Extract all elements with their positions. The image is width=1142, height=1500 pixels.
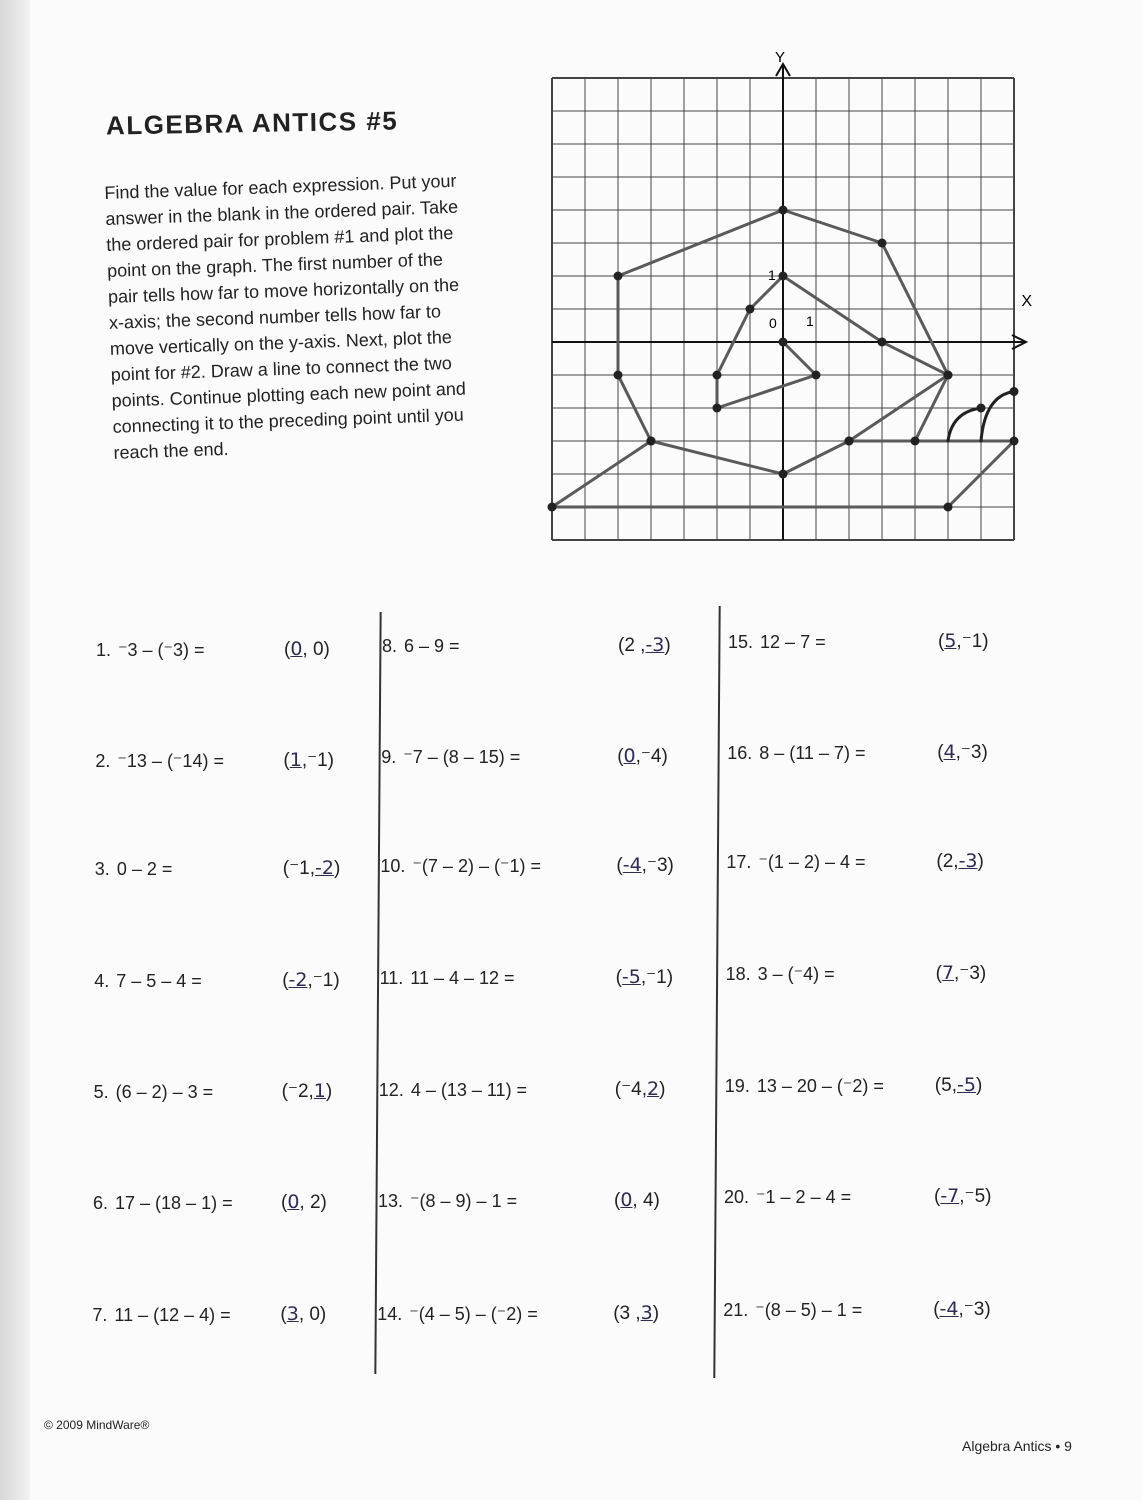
answer-pair — [283, 749, 334, 772]
problem-number: 19. — [724, 1076, 750, 1096]
handwritten-answer: 0 — [620, 1189, 633, 1211]
pair-suffix: ) — [975, 1075, 983, 1096]
pair-suffix: , 0) — [302, 639, 330, 660]
expression-text: 4 – (13 – 11) = — [410, 1080, 528, 1100]
handwritten-answer: 3 — [640, 1302, 653, 1324]
problem-expression — [725, 1076, 884, 1097]
pair-suffix: , 2) — [299, 1191, 327, 1213]
pair-prefix: (5, — [934, 1075, 957, 1096]
pair-prefix: (⁻1, — [282, 858, 315, 879]
answer-pair — [936, 962, 987, 985]
problem-number: 12. — [378, 1080, 404, 1100]
expression-text: ⁻(8 – 9) – 1 = — [410, 1191, 518, 1211]
problem-expression — [377, 1304, 538, 1325]
answer-pair — [281, 1191, 327, 1214]
expression-text: ⁻(7 – 2) – (⁻1) = — [412, 856, 541, 876]
answer-pair — [933, 1298, 990, 1321]
expression-text: 11 – (12 – 4) = — [114, 1305, 231, 1325]
answer-pair — [936, 850, 983, 873]
expression-text: 6 – 9 = — [404, 636, 460, 656]
problem-number: 21. — [723, 1300, 749, 1320]
problem-expression — [382, 636, 460, 657]
handwritten-answer: -2 — [315, 857, 334, 879]
handwritten-answer: -2 — [288, 968, 308, 991]
handwritten-answer: -7 — [940, 1185, 960, 1207]
problem-expression — [727, 743, 865, 764]
expression-text: 3 – (⁻4) = — [757, 964, 835, 984]
problem-expression — [96, 640, 205, 661]
answer-pair — [938, 630, 989, 653]
pair-suffix: ,⁻3) — [954, 963, 987, 984]
pair-prefix: ( — [938, 631, 945, 652]
answer-pair — [282, 969, 339, 992]
expression-text: 0 – 2 = — [116, 859, 173, 879]
handwritten-answer: 1 — [313, 1080, 326, 1102]
answer-pair — [615, 1078, 666, 1101]
pair-prefix: (⁻4, — [614, 1079, 647, 1100]
handwritten-answer: 5 — [944, 630, 957, 652]
problem-expression — [724, 1187, 851, 1208]
y-unit-label: 1 — [768, 267, 776, 283]
handwritten-answer: -4 — [622, 854, 642, 876]
problem-expression — [95, 751, 224, 772]
handwritten-answer: 7 — [941, 962, 955, 984]
answer-pair — [283, 857, 340, 880]
expression-text: (6 – 2) – 3 = — [115, 1082, 214, 1102]
pair-suffix: ,⁻1) — [640, 967, 674, 988]
expression-text: 11 – 4 – 12 = — [410, 968, 515, 988]
expression-text: 13 – 20 – (⁻2) = — [756, 1076, 884, 1096]
answer-pair — [284, 638, 330, 661]
pair-suffix: , 4) — [632, 1190, 660, 1211]
origin-label: 0 — [769, 315, 777, 331]
problem-number: 10. — [380, 856, 406, 876]
problem-expression — [380, 968, 515, 989]
pair-suffix: ,⁻5) — [959, 1186, 992, 1207]
pair-suffix: ,⁻1) — [301, 749, 335, 771]
expression-text: 7 – 5 – 4 = — [116, 970, 202, 991]
pair-prefix: ( — [935, 963, 942, 984]
problem-number: 17. — [726, 852, 752, 872]
pair-prefix: ( — [614, 1190, 621, 1211]
pair-prefix: ( — [933, 1299, 940, 1320]
pair-suffix: , 0) — [298, 1304, 327, 1325]
pair-prefix: ( — [284, 639, 291, 660]
problem-number: 2. — [95, 750, 111, 771]
problem-expression — [726, 852, 865, 873]
answer-pair — [616, 966, 673, 989]
expression-text: ⁻13 – (⁻14) = — [117, 750, 224, 771]
pair-prefix: (3 , — [613, 1303, 641, 1324]
pair-suffix: ,⁻1) — [956, 631, 989, 652]
pair-suffix: ) — [659, 1079, 666, 1100]
expression-text: ⁻(1 – 2) – 4 = — [758, 852, 866, 872]
pair-prefix: (2 , — [618, 635, 646, 656]
instructions: Find the value for each expression. Put your answer in the blank in the ordered pair. Take the ordered pair for problem #1 and plot the point on the graph. The first number of the pair tells how far to move horizontally on the x-axis; the second number tells how far to move vertically on the y-axis. Next, plot the point for #2. Draw a line to connect the two points. Continue plotting each new point and connecting it to the preceding point until you reach the end. — [104, 170, 467, 463]
answer-pair — [934, 1185, 991, 1208]
pair-prefix: ( — [617, 746, 624, 767]
handwritten-answer: 0 — [287, 1190, 300, 1213]
pair-suffix: ) — [664, 635, 671, 656]
x-axis-label: X — [1021, 293, 1032, 310]
handwritten-answer: -5 — [621, 966, 641, 988]
handwritten-answer: 0 — [290, 638, 303, 660]
problem-expression — [92, 1305, 230, 1326]
answer-pair — [616, 854, 673, 877]
copyright: © 2009 MindWare® — [44, 1418, 150, 1432]
answer-pair — [937, 741, 988, 764]
problem-expression — [93, 1193, 233, 1214]
expression-text: 17 – (18 – 1) = — [115, 1192, 233, 1213]
handwritten-answer: -5 — [956, 1074, 976, 1096]
handwritten-answer: 0 — [623, 745, 636, 767]
pair-prefix: ( — [934, 1186, 941, 1207]
pair-suffix: ) — [325, 1081, 333, 1102]
problem-number: 20. — [724, 1187, 750, 1207]
pair-suffix: ,⁻4) — [635, 746, 668, 767]
expression-text: ⁻1 – 2 – 4 = — [756, 1187, 852, 1207]
problem-number: 4. — [94, 970, 110, 991]
problem-expression — [94, 1082, 214, 1103]
problem-number: 18. — [725, 964, 751, 984]
problem-expression — [728, 632, 826, 653]
answer-pair — [613, 1302, 659, 1325]
pair-suffix: ,⁻3) — [641, 855, 674, 876]
problem-number: 6. — [93, 1192, 109, 1213]
page-title: ALGEBRA ANTICS #5 — [105, 105, 399, 141]
expression-text: ⁻3 – (⁻3) = — [118, 640, 205, 660]
problem-expression — [95, 859, 173, 880]
problem-number: 1. — [96, 640, 112, 660]
pair-suffix: ,⁻1) — [307, 969, 340, 991]
handwritten-answer: -3 — [958, 850, 978, 872]
handwritten-answer: 2 — [647, 1078, 660, 1100]
problem-expression — [380, 856, 541, 877]
problem-expression — [94, 971, 202, 992]
problem-expression — [378, 1191, 517, 1212]
problem-number: 5. — [93, 1082, 109, 1102]
pair-prefix: ( — [283, 749, 290, 771]
pair-prefix: (⁻2, — [281, 1081, 314, 1102]
problem-expression — [726, 964, 835, 985]
problem-number: 15. — [728, 632, 754, 652]
pair-prefix: ( — [615, 967, 622, 988]
problem-number: 11. — [379, 968, 404, 988]
pair-prefix: ( — [281, 1191, 288, 1213]
expression-text: ⁻(8 – 5) – 1 = — [755, 1300, 863, 1320]
pair-suffix: ,⁻3) — [958, 1299, 991, 1320]
answer-pair — [618, 634, 671, 657]
pair-suffix: ,⁻3) — [955, 742, 988, 763]
problem-expression — [381, 747, 520, 768]
pair-prefix: ( — [616, 855, 623, 876]
problem-number: 3. — [94, 859, 110, 879]
problem-number: 14. — [377, 1304, 403, 1324]
y-axis-label: Y — [774, 49, 786, 66]
pair-suffix: ) — [652, 1303, 660, 1324]
problem-number: 9. — [381, 747, 397, 767]
answer-pair — [614, 1189, 660, 1212]
answer-pair — [282, 1080, 333, 1103]
expression-text: ⁻(4 – 5) – (⁻2) = — [409, 1304, 538, 1324]
problem-number: 16. — [727, 743, 753, 763]
pair-prefix: ( — [280, 1304, 287, 1325]
pair-suffix: ) — [977, 851, 984, 872]
problem-number: 8. — [382, 636, 398, 656]
problem-number: 7. — [92, 1305, 108, 1325]
handwritten-answer: -4 — [939, 1298, 959, 1320]
pair-prefix: ( — [937, 742, 944, 763]
expression-text: ⁻7 – (8 – 15) = — [403, 747, 521, 767]
answer-pair — [617, 745, 668, 768]
handwritten-answer: 3 — [286, 1303, 299, 1325]
answer-pair — [280, 1303, 326, 1326]
handwritten-answer: 4 — [943, 741, 956, 763]
problem-expression — [723, 1300, 862, 1321]
handwritten-answer: 1 — [289, 748, 302, 771]
pair-prefix: (2, — [936, 851, 959, 872]
x-unit-label: 1 — [806, 313, 814, 329]
problem-expression — [379, 1080, 527, 1101]
answer-pair — [935, 1074, 982, 1097]
pair-suffix: ) — [333, 858, 341, 879]
page-number: Algebra Antics • 9 — [962, 1438, 1072, 1454]
pair-prefix: ( — [282, 969, 289, 991]
problem-number: 13. — [378, 1191, 404, 1211]
handwritten-answer: -3 — [645, 634, 665, 656]
expression-text: 8 – (11 – 7) = — [759, 743, 866, 763]
expression-text: 12 – 7 = — [760, 632, 826, 652]
